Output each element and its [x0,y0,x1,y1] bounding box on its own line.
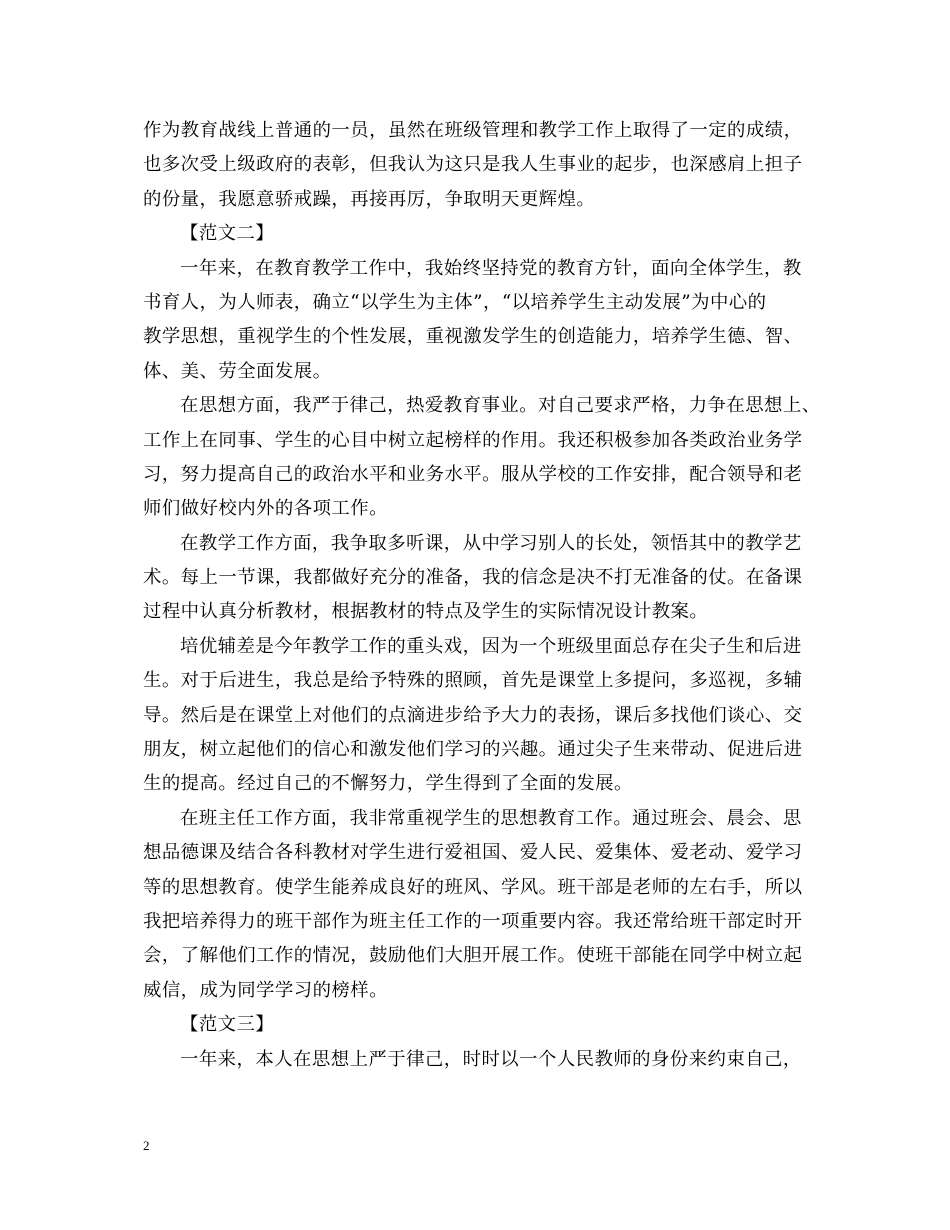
paragraph-line: 生。对于后进生，我总是给予特殊的照顾，首先是课堂上多提问，多巡视，多辅 [143,670,803,692]
paragraph-line: 培优辅差是今年教学工作的重头戏，因为一个班级里面总存在尖子生和后进 [180,635,802,657]
paragraph-line: 过程中认真分析教材，根据教材的特点及学生的实际情况设计教案。 [143,601,709,623]
heading-text: 【范文三】 [180,1014,275,1036]
paragraph-line: 作为教育战线上普通的一员，虽然在班级管理和教学工作上取得了一定的成绩， [143,120,803,141]
paragraph-line: 等的思想教育。使学生能养成良好的班风、学风。班干部是老师的左右手，所以 [143,876,803,898]
paragraph-line: 威信，成为同学学习的榜样。 [143,979,388,1001]
paragraph [143,802,811,1008]
paragraph [143,114,811,217]
paragraph [143,1043,811,1077]
paragraph-line: 会，了解他们工作的情况，鼓励他们大胆开展工作。使班干部能在同学中树立起 [143,945,803,967]
paragraph-line: 术。每上一节课，我都做好充分的准备，我的信念是决不打无准备的仗。在备课 [143,567,803,589]
paragraph-line: 想品德课及结合各科教材对学生进行爱祖国、爱人民、爱集体、爱老动、爱学习 [143,842,803,864]
paragraph-line: 体、美、劳全面发展。 [143,360,332,382]
paragraph-line: 在思想方面，我严于律己，热爱教育事业。对自己要求严格，力争在思想上、 [180,395,821,417]
paragraph-line: 在班主任工作方面，我非常重视学生的思想教育工作。通过班会、晨会、思 [180,807,802,829]
document-body [143,114,821,1077]
paragraph [143,630,811,802]
paragraph [143,527,811,630]
section-heading [143,217,811,251]
paragraph-line: 的份量，我愿意骄戒躁，再接再厉，争取明天更辉煌。 [143,188,596,210]
heading-text: 【范文二】 [180,223,275,245]
paragraph-line: 我把培养得力的班干部作为班主任工作的一项重要内容。我还常给班干部定时开 [143,910,803,932]
section-heading [143,1008,811,1042]
paragraph-line: 师们做好校内外的各项工作。 [143,498,388,520]
paragraph-line: 在教学工作方面，我争取多听课，从中学习别人的长处，领悟其中的教学艺 [180,532,802,554]
paragraph-line: 导。然后是在课堂上对他们的点滴进步给予大力的表扬，课后多找他们谈心、交 [143,704,803,726]
page-number: 2 [143,1138,150,1153]
paragraph-line: 朋友，树立起他们的信心和激发他们学习的兴趣。通过尖子生来带动、促进后进 [143,739,803,761]
paragraph-line: 教学思想，重视学生的个性发展，重视激发学生的创造能力，培养学生德、智、 [143,326,803,348]
paragraph-line: 一年来，在教育教学工作中，我始终坚持党的教育方针，面向全体学生，教 [180,257,802,279]
paragraph-line: 生的提高。经过自己的不懈努力，学生得到了全面的发展。 [143,773,633,795]
paragraph-line: 书育人，为人师表，确立“以学生为主体”，“以培养学生主动发展”为中心的 [143,291,767,313]
paragraph-line: 工作上在同事、学生的心目中树立起榜样的作用。我还积极参加各类政治业务学 [143,429,803,451]
paragraph [143,252,811,390]
paragraph [143,389,821,527]
paragraph-line: 习，努力提高自己的政治水平和业务水平。服从学校的工作安排，配合领导和老 [143,463,803,485]
paragraph-line: 一年来，本人在思想上严于律己，时时以一个人民教师的身份来约束自己， [180,1048,802,1070]
paragraph-line: 也多次受上级政府的表彰，但我认为这只是我人生事业的起步，也深感肩上担子 [143,154,803,176]
